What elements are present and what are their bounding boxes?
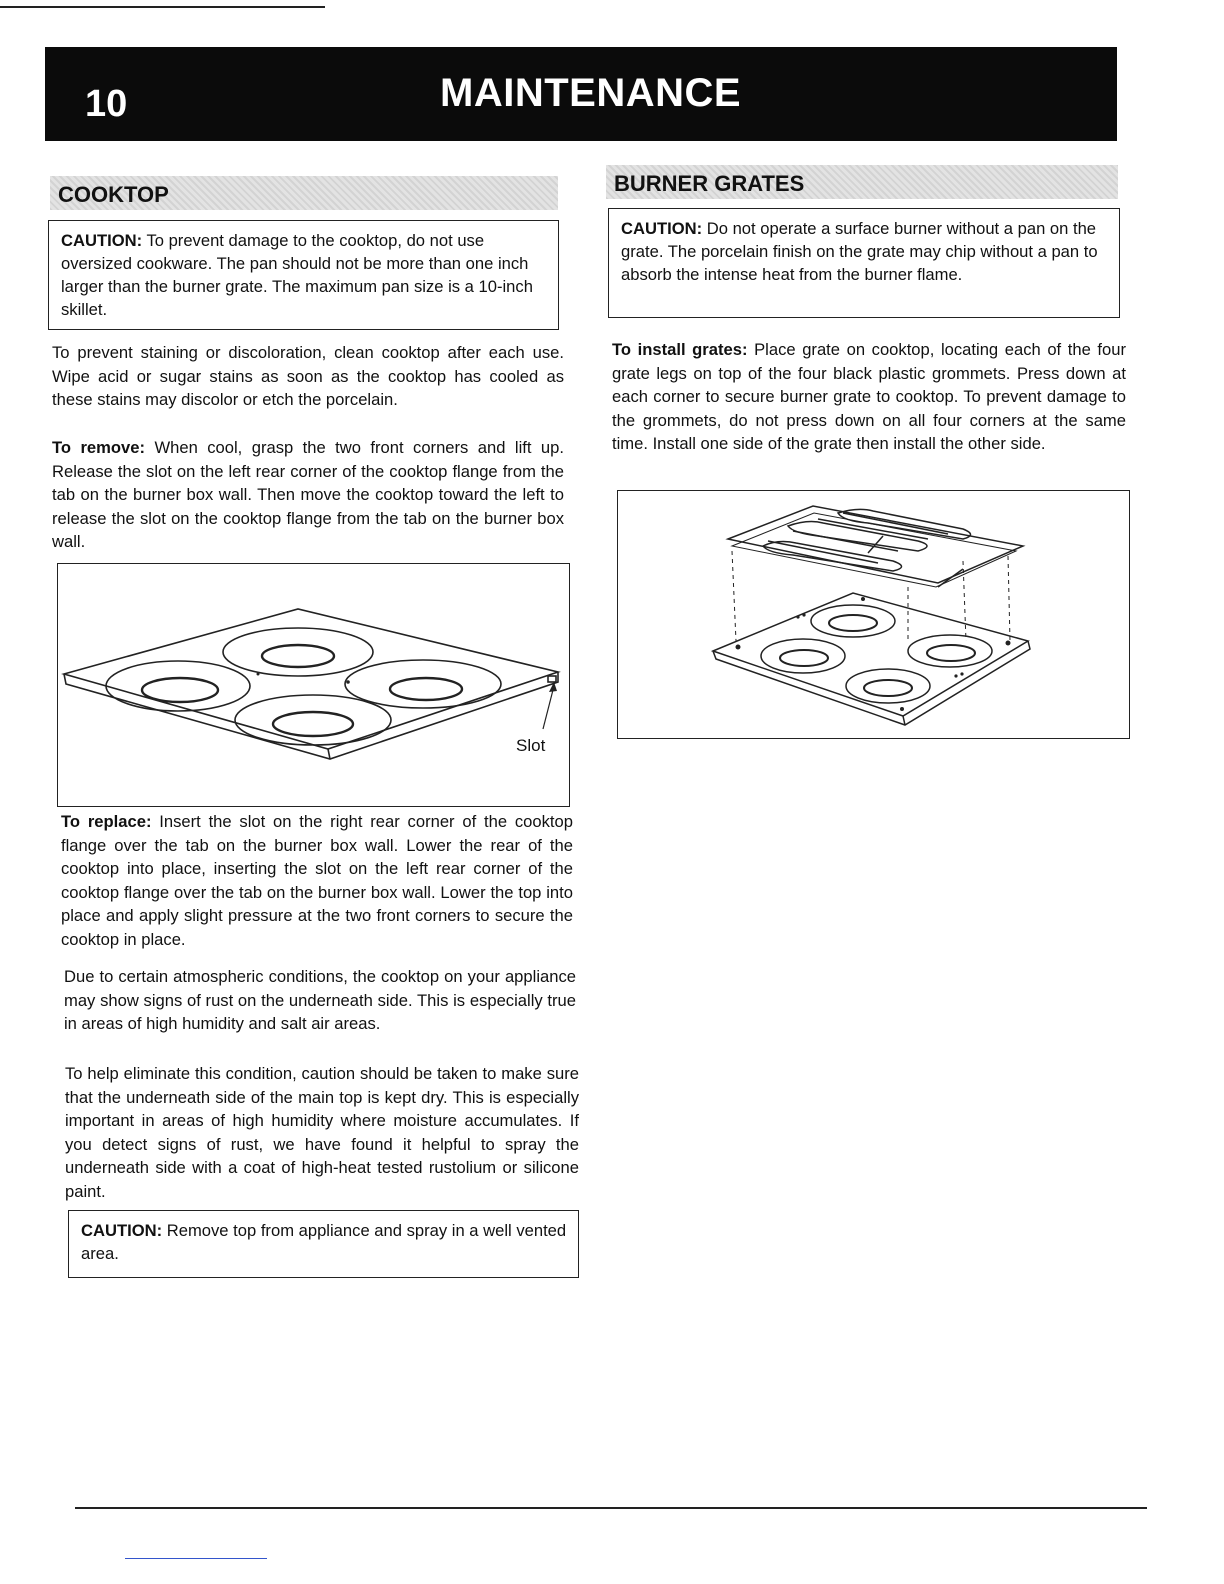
grates-illustration bbox=[618, 491, 1131, 740]
caution-text: Do not operate a surface burner without a pan on the grate. The porcelain finish on the grate may chip without a pan to absorb the intense heat from the burner flame. bbox=[621, 219, 1098, 284]
caution-text: Remove top from appliance and spray in a well vented area. bbox=[81, 1221, 567, 1263]
staining-paragraph: To prevent staining or discoloration, clean cooktop after each use. Wipe acid or sugar stains as soon as the cooktop has cooled as these stains may discolor or etch the porcelain. bbox=[52, 343, 564, 409]
cooktop-heading: COOKTOP bbox=[50, 176, 558, 210]
page-header bbox=[45, 47, 1117, 141]
top-rule bbox=[0, 6, 325, 8]
remove-paragraph bbox=[52, 436, 564, 554]
page-number: 10 bbox=[85, 83, 128, 125]
page-title: MAINTENANCE bbox=[440, 71, 742, 115]
remove-text: When cool, grasp the two front corners and lift up. Release the slot on the left rear corner of the cooktop flange from the tab on the burner box wall. Then move the cooktop toward the left to release the slot on the cooktop flange from the tab on the burner box wall. bbox=[52, 438, 564, 551]
cooktop-figure bbox=[57, 563, 570, 807]
burner-grates-heading: BURNER GRATES bbox=[606, 165, 1118, 199]
install-label: To install grates: bbox=[612, 340, 748, 359]
install-grates-paragraph bbox=[612, 338, 1126, 456]
bottom-rule bbox=[75, 1507, 1147, 1509]
grates-figure bbox=[617, 490, 1130, 739]
footer-link-underline bbox=[125, 1558, 267, 1559]
grates-caution-box bbox=[608, 208, 1120, 318]
replace-label: To replace: bbox=[61, 812, 152, 831]
cooktop-caution-box bbox=[48, 220, 559, 330]
replace-text: Insert the slot on the right rear corner of the cooktop flange over the tab on the burner box wall. Lower the rear of the cooktop into place, inserting the slot on the left rear corner of the cooktop flange over the tab on the burner box wall. Lower the top into place and apply slight pressure at the two front corners to secure the cooktop in place. bbox=[61, 812, 573, 949]
caution-label: CAUTION: bbox=[81, 1221, 163, 1240]
caution-text: To prevent damage to the cooktop, do not use oversized cookware. The pan should not be more than one inch larger than the burner grate. The maximum pan size is a 10-inch skillet. bbox=[61, 231, 533, 319]
help-paragraph: To help eliminate this condition, caution should be taken to make sure that the underneath side of the main top is kept dry. This is especially important in areas of high humidity where moisture accumulates. If you detect signs of rust, we have found it helpful to spray the underneath side with a coat of high-heat tested rustolium or silicone paint. bbox=[65, 1064, 579, 1201]
spray-caution-box bbox=[68, 1210, 579, 1278]
install-text: Place grate on cooktop, locating each of the four grate legs on top of the four black plastic grommets. Press down at each corner to secure burner grate to cooktop. To prevent damage to the grommets, do not press down on all four corners at the same time. Install one side of the grate then install the other side. bbox=[612, 340, 1126, 453]
cooktop-illustration bbox=[58, 564, 571, 808]
caution-label: CAUTION: bbox=[621, 219, 703, 238]
caution-label: CAUTION: bbox=[61, 231, 143, 250]
rust-paragraph: Due to certain atmospheric conditions, the cooktop on your appliance may show signs of rust on the underneath side. This is especially true in areas of high humidity and salt air areas. bbox=[64, 967, 576, 1033]
replace-paragraph bbox=[61, 810, 573, 951]
remove-label: To remove: bbox=[52, 438, 146, 457]
slot-label: Slot bbox=[516, 736, 546, 755]
